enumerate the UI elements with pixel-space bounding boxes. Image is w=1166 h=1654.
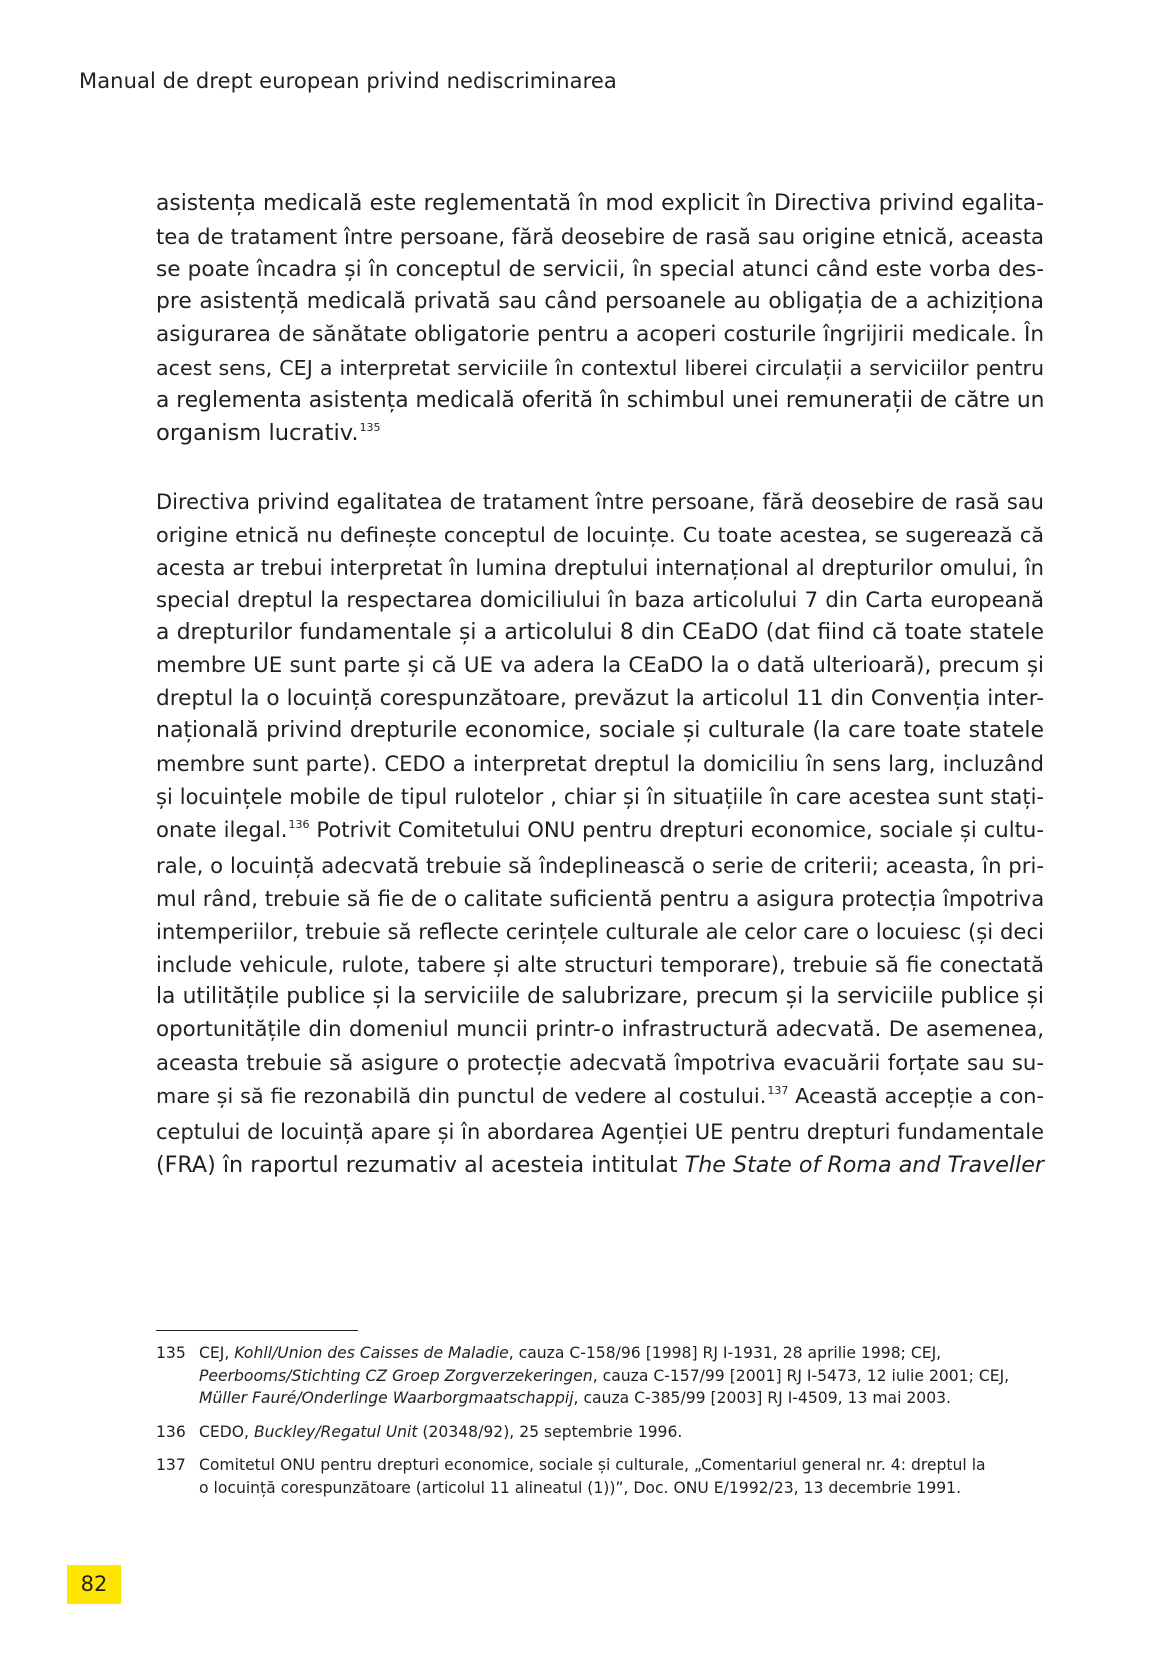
text-line: a reglementa asistența medicală oferită în schimbul unei remunerații de către un — [156, 387, 1045, 413]
paragraph-1 — [156, 188, 1044, 454]
text-run: Potrivit Comitetului ONU pentru drepturi economice, sociale și cultu- — [309, 816, 1044, 842]
case-name: Kohll/Union des Caisses de Maladie — [234, 1344, 509, 1362]
footnote-text — [199, 1421, 1036, 1444]
text-line — [156, 417, 1044, 454]
text-line: origine etnică nu definește conceptul de locuințe. Cu toate acestea, se sugerează că — [156, 522, 1044, 547]
text-line: tea de tratament între persoane, fără deosebire de rasă sau origine etnică, aceasta — [156, 223, 1044, 249]
text-run: , cauza C-385/99 [2003] RJ I-4509, 13 mai 2003. — [573, 1389, 952, 1408]
text-run: mare și să fie rezonabilă din punctul de vedere al costului. — [156, 1083, 767, 1108]
footnote-136 — [156, 1421, 1036, 1444]
text-line: se poate încadra și în conceptul de servicii, în special atunci când este vorba des- — [156, 256, 1044, 282]
text-line: membre UE sunt parte și că UE va adera la CEaDO la o dată ulterioară), precum și — [156, 652, 1044, 678]
text-line: intemperiilor, trebuie să reflecte cerințele culturale ale celor care o locuiesc (și deci — [156, 918, 1044, 944]
text-line: acest sens, CEJ a interpretat serviciile în contextul liberei circulații a serviciilor pentru — [156, 355, 1044, 380]
body-text — [156, 188, 1044, 1182]
text-line: națională privind drepturile economice, sociale și culturale (la care toate statele — [156, 718, 1044, 744]
text-line: mul rând, trebuie să fie de o calitate suficientă pentru a asigura protecția împotriva — [156, 886, 1045, 911]
text-line: și locuințele mobile de tipul rulotelor , chiar și în situațiile în care acestea sunt stați- — [156, 784, 1044, 809]
text-run: CEJ, — [199, 1344, 235, 1362]
text-line: oportunitățile din domeniul muncii printr-o infrastructură adecvată. De asemenea, — [156, 1017, 1044, 1042]
text-run: onate ilegal. — [156, 816, 288, 842]
text-run: (FRA) în raportul rezumativ al acesteia intitulat — [156, 1152, 685, 1178]
text-line: a drepturilor fundamentale și a articolului 8 din CEaDO (dat fiind că toate statele — [156, 620, 1044, 645]
text-line: special dreptul la respectarea domiciliului în baza articolului 7 din Carta europeană — [156, 587, 1044, 613]
footnotes — [156, 1342, 1036, 1511]
text-run: organism lucrativ. — [156, 420, 359, 447]
text-line: membre sunt parte). CEDO a interpretat dreptul la domiciliu în sens larg, incluzând — [156, 751, 1044, 776]
text-line: Directiva privind egalitatea de tratament între persoane, fără deosebire de rasă sau — [156, 490, 1044, 514]
text-line: dreptul la o locuință corespunzătoare, prevăzut la articolul 11 din Convenția inter- — [156, 685, 1044, 711]
case-name: Buckley/Regatul Unit — [253, 1422, 418, 1441]
report-title: The State of Roma and Traveller — [684, 1152, 1044, 1178]
footnote-number: 135 — [156, 1344, 186, 1362]
text-line: include vehicule, rulote, tabere și alte structuri temporare), trebuie să fie conectată — [156, 952, 1044, 977]
text-run: (20348/92), 25 septembrie 1996. — [417, 1422, 683, 1441]
footnote-135 — [156, 1342, 1036, 1410]
running-head: Manual de drept european privind nediscriminarea — [79, 69, 617, 93]
text-line: asigurarea de sănătate obligatorie pentru a acoperi costurile îngrijirii medicale. În — [156, 322, 1044, 347]
text-line: acesta ar trebui interpretat în lumina dreptului internațional al drepturilor omului, în — [156, 555, 1044, 580]
text-line — [156, 814, 1044, 851]
text-line — [156, 1149, 1044, 1182]
case-name: Müller Fauré/Onderlinge Waarborgmaatschappij — [199, 1389, 574, 1408]
footnote-ref-135[interactable]: 135 — [359, 421, 381, 435]
paragraph-2 — [156, 486, 1044, 1182]
text-line: asistența medicală este reglementată în mod explicit în Directiva privind egalita- — [156, 191, 1044, 216]
footnote-number: 136 — [156, 1422, 186, 1441]
text-line — [156, 1080, 1044, 1117]
text-line: rale, o locuință adecvată trebuie să îndeplinească o serie de criterii; aceasta, în pri- — [156, 853, 1044, 879]
text-run: Comitetul ONU pentru drepturi economice, sociale și culturale, „Comentariul general nr. 4: dreptul la — [199, 1456, 986, 1475]
footnote-ref-137[interactable]: 137 — [767, 1083, 789, 1097]
footnote-text — [199, 1342, 1036, 1410]
text-run: , cauza C-157/99 [2001] RJ I-5473, 12 iulie 2001; CEJ, — [592, 1366, 1010, 1385]
text-line: ceptului de locuință apare și în abordarea Agenției UE pentru drepturi fundamentale — [156, 1120, 1044, 1145]
text-line: pre asistență medicală privată sau când persoanele au obligația de a achiziționa — [156, 289, 1044, 315]
text-run: Această accepție a con- — [788, 1083, 1044, 1108]
footnote-divider — [156, 1330, 358, 1331]
footnote-number: 137 — [156, 1456, 186, 1475]
text-run: , cauza C-158/96 [1998] RJ I-1931, 28 aprilie 1998; CEJ, — [508, 1344, 942, 1362]
text-line: aceasta trebuie să asigure o protecție adecvată împotriva evacuării forțate sau su- — [156, 1049, 1044, 1075]
footnote-text — [199, 1454, 1036, 1499]
footnote-137 — [156, 1454, 1036, 1499]
footnote-ref-136[interactable]: 136 — [288, 817, 310, 831]
text-run: CEDO, — [199, 1422, 254, 1441]
text-line: la utilitățile publice și la serviciile de salubrizare, precum și la serviciile publice și — [156, 984, 1044, 1010]
case-name: Peerbooms/Stichting CZ Groep Zorgverzekeringen — [199, 1366, 593, 1385]
page-number: 82 — [67, 1565, 121, 1604]
text-run: o locuință corespunzătoare (articolul 11 alineatul (1))”, Doc. ONU E/1992/23, 13 decembrie 1991. — [199, 1478, 962, 1497]
